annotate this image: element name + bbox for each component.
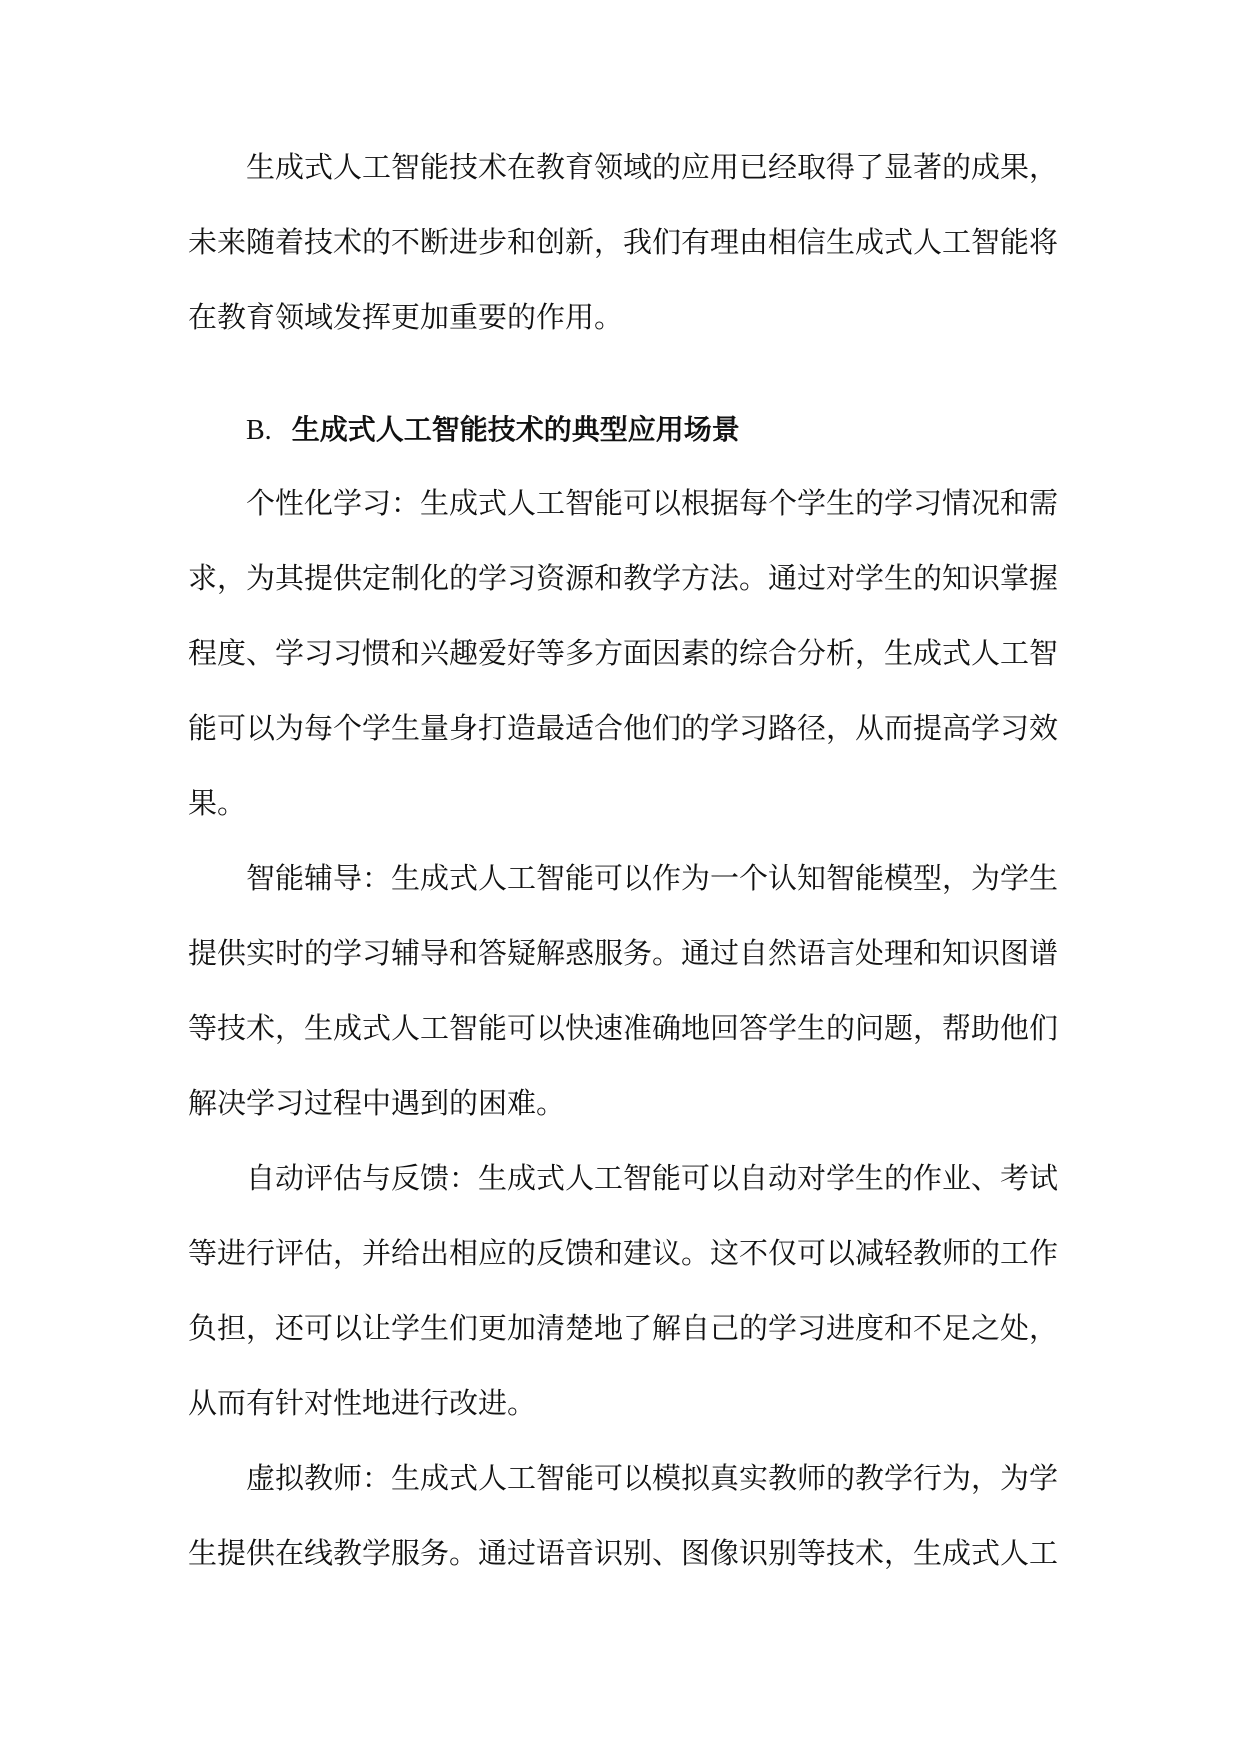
paragraph-line: 生成式人工智能技术在教育领域的应用已经取得了显著的成果， [246,150,1059,184]
section-number: B. [246,415,272,446]
section-heading [188,410,1054,449]
paragraph-line: 虚拟教师：生成式人工智能可以模拟真实教师的教学行为，为学 [246,1461,1059,1495]
paragraph-line: 求，为其提供定制化的学习资源和教学方法。通过对学生的知识掌握 [188,561,1059,595]
paragraph-line: 智能辅导：生成式人工智能可以作为一个认知智能模型，为学生 [246,861,1059,895]
paragraph-line: 等技术，生成式人工智能可以快速准确地回答学生的问题，帮助他们 [188,1011,1059,1045]
paragraph-ai-education-outcomes [188,148,1059,337]
paragraph-personalized-learning [188,484,1059,823]
paragraph-line: 能可以为每个学生量身打造最适合他们的学习路径，从而提高学习效 [188,711,1059,745]
paragraph-line: 生提供在线教学服务。通过语音识别、图像识别等技术，生成式人工 [188,1536,1059,1570]
paragraph-line: 果。 [188,786,247,820]
paragraph-line: 负担，还可以让学生们更加清楚地了解自己的学习进度和不足之处， [188,1311,1059,1345]
paragraph-line: 未来随着技术的不断进步和创新，我们有理由相信生成式人工智能将 [188,225,1059,259]
paragraph-line: 自动评估与反馈：生成式人工智能可以自动对学生的作业、考试 [246,1161,1059,1195]
document-body [188,148,1059,1573]
paragraph-virtual-teacher [188,1459,1059,1573]
paragraph-line: 从而有针对性地进行改进。 [188,1386,537,1420]
section-title: 生成式人工智能技术的典型应用场景 [291,413,740,446]
paragraph-line: 提供实时的学习辅导和答疑解惑服务。通过自然语言处理和知识图谱 [188,936,1059,970]
paragraph-automatic-assessment [188,1159,1059,1423]
paragraph-line: 在教育领域发挥更加重要的作用。 [188,300,624,334]
paragraph-line: 解决学习过程中遇到的困难。 [188,1086,566,1120]
paragraph-intelligent-tutoring [188,859,1059,1123]
paragraph-line: 程度、学习习惯和兴趣爱好等多方面因素的综合分析，生成式人工智 [188,636,1059,670]
paragraph-line: 等进行评估，并给出相应的反馈和建议。这不仅可以减轻教师的工作 [188,1236,1059,1270]
paragraph-line: 个性化学习：生成式人工智能可以根据每个学生的学习情况和需 [246,486,1059,520]
